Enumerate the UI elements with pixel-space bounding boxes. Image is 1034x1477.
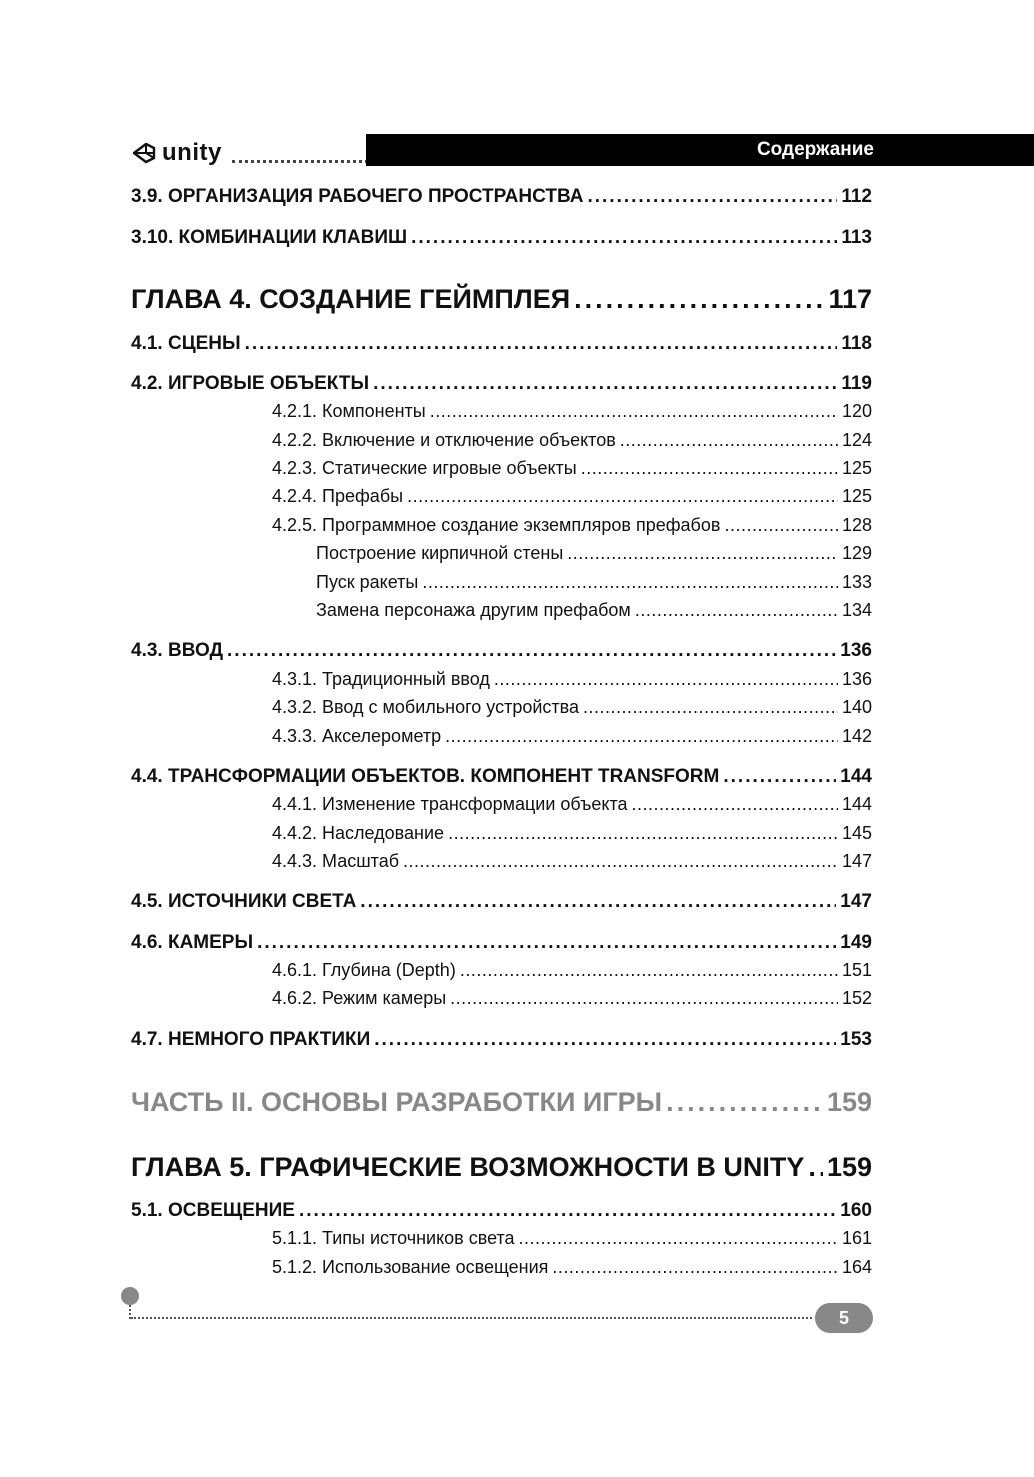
toc-leader bbox=[587, 186, 837, 208]
toc-subentry-title: 4.2.4. Префабы bbox=[272, 486, 404, 506]
toc-entry[interactable] bbox=[131, 1200, 872, 1222]
logo-text: unity bbox=[162, 139, 222, 166]
toc-leader bbox=[460, 960, 838, 981]
toc-subsubentry-page: 134 bbox=[841, 600, 872, 620]
toc-subsubentry-title: Построение кирпичной стены bbox=[316, 543, 564, 563]
toc-subsubentry-title: Пуск ракеты bbox=[316, 572, 419, 592]
toc-leader bbox=[552, 1257, 838, 1278]
toc-subentry-title: 5.1.2. Использование освещения bbox=[272, 1257, 549, 1277]
toc-part-title: ЧАСТЬ II. ОСНОВЫ РАЗРАБОТКИ ИГРЫ bbox=[131, 1087, 663, 1117]
toc-entry[interactable] bbox=[131, 227, 872, 249]
footer-dot bbox=[121, 1287, 139, 1305]
toc-subentry-title: 4.2.3. Статические игровые объекты bbox=[272, 458, 577, 478]
toc-subentry[interactable] bbox=[272, 697, 872, 718]
toc-subentry[interactable] bbox=[272, 726, 872, 747]
toc-leader bbox=[245, 333, 838, 355]
toc-entry-title: 3.10. КОМБИНАЦИИ КЛАВИШ bbox=[131, 227, 408, 248]
toc-entry-title: 4.1. СЦЕНЫ bbox=[131, 333, 241, 354]
toc-entry-page: 119 bbox=[841, 373, 872, 394]
toc-subentry[interactable] bbox=[272, 960, 872, 981]
toc-entry[interactable] bbox=[131, 186, 872, 208]
toc-chapter-page: 117 bbox=[828, 284, 872, 314]
toc-entry-page: 144 bbox=[840, 766, 872, 787]
toc-leader bbox=[724, 515, 838, 536]
toc-entry[interactable] bbox=[131, 640, 872, 662]
toc-leader bbox=[374, 1029, 836, 1051]
page-number: 5 bbox=[838, 1308, 849, 1328]
toc-subentry[interactable] bbox=[272, 486, 872, 507]
toc-leader bbox=[567, 543, 838, 564]
toc-subentry[interactable] bbox=[272, 988, 872, 1009]
toc-subentry-title: 5.1.1. Типы источников света bbox=[272, 1228, 515, 1248]
toc-entry-title: 4.6. КАМЕРЫ bbox=[131, 932, 254, 953]
toc-leader bbox=[635, 600, 838, 621]
toc-entry[interactable] bbox=[131, 766, 872, 788]
toc-entry-title: 4.2. ИГРОВЫЕ ОБЪЕКТЫ bbox=[131, 373, 370, 394]
toc-subentry-page: 152 bbox=[841, 988, 872, 1008]
toc-subsubentry-title: Замена персонажа другим префабом bbox=[316, 600, 631, 620]
toc-subentry-page: 142 bbox=[841, 726, 872, 746]
toc-subentry-page: 128 bbox=[841, 515, 872, 535]
toc-subentry-title: 4.3.2. Ввод с мобильного устройства bbox=[272, 697, 580, 717]
toc-subentry-page: 125 bbox=[841, 458, 872, 478]
toc-entry[interactable] bbox=[131, 891, 872, 913]
toc-leader bbox=[407, 486, 838, 507]
toc-entry[interactable] bbox=[131, 1029, 872, 1051]
toc-subsubentry[interactable] bbox=[316, 572, 872, 593]
toc-leader bbox=[519, 1228, 838, 1249]
toc-entry-title: 4.5. ИСТОЧНИКИ СВЕТА bbox=[131, 891, 357, 912]
toc-entry-title: 5.1. ОСВЕЩЕНИЕ bbox=[131, 1200, 295, 1221]
toc-leader bbox=[445, 726, 838, 747]
unity-logo-icon bbox=[132, 141, 156, 165]
toc-subentry-title: 4.2.5. Программное создание экземпляров префабов bbox=[272, 515, 721, 535]
toc-chapter-title: ГЛАВА 4. СОЗДАНИЕ ГЕЙМПЛЕЯ bbox=[131, 284, 571, 314]
toc-subentry[interactable] bbox=[272, 1257, 872, 1278]
section-title: Содержание bbox=[756, 139, 874, 160]
toc-entry-title: 4.7. НЕМНОГО ПРАКТИКИ bbox=[131, 1029, 371, 1050]
toc-entry-page: 149 bbox=[840, 932, 872, 953]
toc-chapter-title: ГЛАВА 5. ГРАФИЧЕСКИЕ ВОЗМОЖНОСТИ В UNITY bbox=[131, 1152, 805, 1182]
toc-entry[interactable] bbox=[131, 333, 872, 355]
toc-leader bbox=[227, 640, 836, 662]
toc-leader bbox=[494, 669, 838, 690]
toc-entry-page: 147 bbox=[840, 891, 872, 912]
toc-subentry[interactable] bbox=[272, 430, 872, 451]
toc-part[interactable] bbox=[131, 1087, 872, 1118]
toc-subentry-page: 164 bbox=[841, 1257, 872, 1277]
toc-leader bbox=[257, 932, 836, 954]
toc-entry[interactable] bbox=[131, 373, 872, 395]
toc-subsubentry[interactable] bbox=[316, 600, 872, 621]
toc-leader bbox=[632, 794, 838, 815]
toc-entry-title: 3.9. ОРГАНИЗАЦИЯ РАБОЧЕГО ПРОСТРАНСТВА bbox=[131, 186, 584, 207]
toc-subentry-page: 147 bbox=[841, 851, 872, 871]
toc-leader bbox=[360, 891, 836, 913]
toc-subentry-title: 4.4.3. Масштаб bbox=[272, 851, 400, 871]
toc-subentry[interactable] bbox=[272, 669, 872, 690]
toc-entry-title: 4.4. ТРАНСФОРМАЦИИ ОБЪЕКТОВ. КОМПОНЕНТ TRANSFORM bbox=[131, 766, 720, 787]
toc-subentry[interactable] bbox=[272, 1228, 872, 1249]
toc-subentry-page: 145 bbox=[841, 823, 872, 843]
toc-subsubentry-page: 129 bbox=[841, 543, 872, 563]
toc-leader bbox=[373, 373, 837, 395]
toc-entry-page: 118 bbox=[841, 333, 872, 354]
toc-part-page: 159 bbox=[826, 1087, 872, 1117]
toc-subentry-title: 4.2.1. Компоненты bbox=[272, 401, 426, 421]
toc-subentry-page: 151 bbox=[841, 960, 872, 980]
toc-leader bbox=[581, 458, 838, 479]
toc-subsubentry[interactable] bbox=[316, 543, 872, 564]
toc-leader bbox=[411, 227, 837, 249]
toc-leader bbox=[583, 697, 838, 718]
toc-entry[interactable] bbox=[131, 932, 872, 954]
toc-subentry-title: 4.4.1. Изменение трансформации объекта bbox=[272, 794, 628, 814]
toc-entry-page: 160 bbox=[840, 1200, 872, 1221]
toc-subentry[interactable] bbox=[272, 794, 872, 815]
toc-subentry-title: 4.6.1. Глубина (Depth) bbox=[272, 960, 456, 980]
toc-leader bbox=[299, 1200, 836, 1222]
toc-entry-page: 153 bbox=[840, 1029, 872, 1050]
toc-leader bbox=[666, 1087, 823, 1118]
toc-chapter-page: 159 bbox=[826, 1152, 872, 1182]
toc-subentry-page: 136 bbox=[841, 669, 872, 689]
toc-chapter[interactable] bbox=[131, 284, 872, 315]
toc-subentry-title: 4.3.1. Традиционный ввод bbox=[272, 669, 490, 689]
toc-subentry-title: 4.2.2. Включение и отключение объектов bbox=[272, 430, 616, 450]
toc-subentry-page: 140 bbox=[841, 697, 872, 717]
toc-subentry[interactable] bbox=[272, 458, 872, 479]
toc-entry-page: 136 bbox=[840, 640, 872, 661]
toc-leader bbox=[450, 988, 838, 1009]
toc-leader bbox=[403, 851, 838, 872]
toc-leader bbox=[723, 766, 836, 788]
toc-subentry-title: 4.4.2. Наследование bbox=[272, 823, 445, 843]
toc-subentry-page: 120 bbox=[841, 401, 872, 421]
toc-subentry[interactable] bbox=[272, 823, 872, 844]
section-header-bar bbox=[366, 134, 1034, 166]
toc-subentry-title: 4.6.2. Режим камеры bbox=[272, 988, 447, 1008]
toc-subsubentry-page: 133 bbox=[841, 572, 872, 592]
toc-leader bbox=[808, 1152, 823, 1183]
toc-entry-page: 112 bbox=[841, 186, 872, 207]
toc-subentry-page: 125 bbox=[841, 486, 872, 506]
toc-leader bbox=[422, 572, 838, 593]
footer-dotted-rule bbox=[131, 1317, 812, 1319]
toc-subentry-page: 144 bbox=[841, 794, 872, 814]
toc-subentry-page: 124 bbox=[841, 430, 872, 450]
toc-subentry[interactable] bbox=[272, 401, 872, 422]
toc-subentry[interactable] bbox=[272, 851, 872, 872]
toc-chapter[interactable] bbox=[131, 1152, 872, 1183]
toc-entry-title: 4.3. ВВОД bbox=[131, 640, 224, 661]
toc-subentry-title: 4.3.3. Акселерометр bbox=[272, 726, 442, 746]
header-brand bbox=[132, 138, 222, 168]
toc-subentry-page: 161 bbox=[841, 1228, 872, 1248]
toc-leader bbox=[448, 823, 838, 844]
header-dotted-rule bbox=[232, 160, 368, 163]
page-number-badge bbox=[815, 1303, 873, 1333]
toc-leader bbox=[430, 401, 838, 422]
toc-leader bbox=[574, 284, 824, 315]
toc-entry-page: 113 bbox=[841, 227, 872, 248]
toc-leader bbox=[620, 430, 838, 451]
toc-subentry[interactable] bbox=[272, 515, 872, 536]
